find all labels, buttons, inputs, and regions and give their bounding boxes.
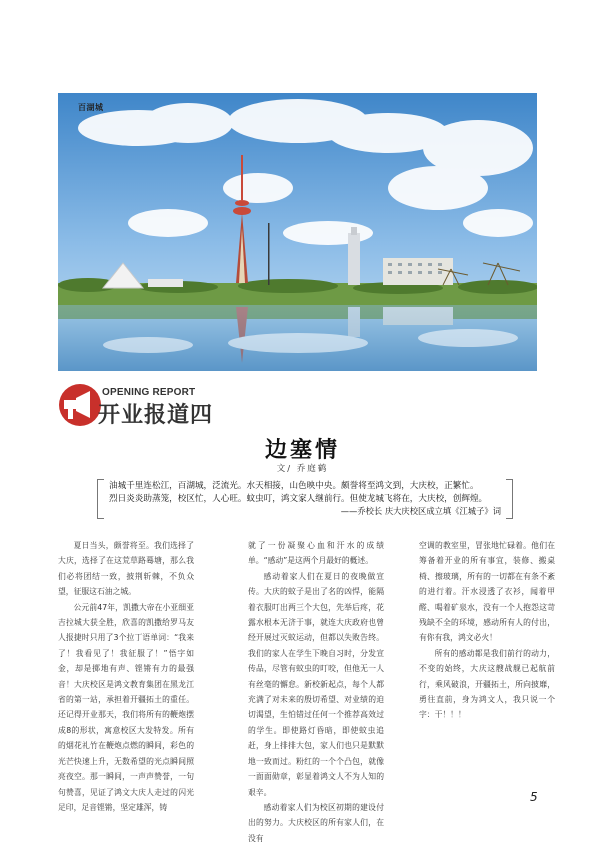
quote-bracket-left [97, 479, 104, 519]
paragraph: 感动着家人们为校区初期的建设付出的努力。大庆校区的所有家人们，在没有 [248, 802, 384, 843]
byline: 文/ 乔庭鹤 [276, 464, 329, 474]
city-lake-photo [58, 93, 537, 371]
section-kicker: OPENING REPORT [102, 387, 196, 398]
paragraph: 夏日当头，颇誉将至。我们选择了大庆，选择了在这荒草路蓦塘，那么我们必将团结一致，披荆斩棘，不负众望，征服这石油之城。 [58, 541, 194, 597]
cover-photo [58, 93, 537, 371]
body-column-1 [58, 538, 194, 815]
paragraph: 感动着家人们在夏日的夜晚做宣传。大庆的蚊子是出了名的凶悍，能隔着衣服叮出两三个大包，先举后疼，花露水根本无济于事，就连大庆政府也曾经开展过灭蚊运动，但都以失败告终。我们的家人在学生下晚自习时，分发宣传品，尽管有蚊虫的叮咬，但他无一人有丝毫的懈怠。新校新起点，每个人都充满了对未来的殷切希望、对业绩的迫切渴望，生怕错过任何一个推荐高效过的学生。即使路灯昏暗，即使蚊虫追赶，身上排排大包，家人们也只是默默地一致而过。粉红的一个个凸包，就像一面面勋章，彰显着鸿文人不为人知的艰辛。 [248, 571, 384, 797]
paragraph: 公元前47年，凯撒大帝在小亚细亚吉拉城大获全胜，欣喜的凯撒给罗马友人报捷时只用了3个拉丁语单词：“我来了！我看见了！我征服了！”悟字如金，却是掷地有声、铿锵有力的最强音！大庆校区是鸿文教育集团在黑龙江省的第一站，承担着开疆拓土的重任。还记得开业那天，我们将所有的鞭炮摆成8的形状，寓意校区大发特发。所有的烟花礼竹在鞭炮点燃的瞬间，彩色的光芒快速上升，无数希望的光点瞬间照亮夜空。那一瞬间，一声声赞誉，一句句赞喜，见证了鸿文大庆人走过的闪光足印，足音铿锵，坚定雄浑，铸 [58, 602, 194, 812]
section-title: 开业报道四 [98, 402, 214, 428]
photo-caption: 百湖城 [78, 102, 104, 112]
quote-line-1: 油城千里连松江，百湖城，泛流光。水天相接，山色映中央。颇誉将至鸿文到，大庆校，正繁忙。 [109, 481, 479, 491]
page-number: 5 [530, 790, 538, 804]
quote-line-2: 烈日炎炎助蒸笼，校区忙，人心旺。蚊虫叮，鸿文家人继前行。但使龙城飞将在，大庆校，创辉煌。 [109, 494, 488, 504]
section-header [58, 383, 308, 433]
poem-quote-box [97, 476, 513, 520]
paragraph: 空调的教室里，冒张地忙碌着。他们在筹备着开业的所有事宜，装修、搬桌椅、擦玻璃，所有的一切都在有条不紊的进行着。汗水浸透了衣衫，闻着甲醛、喝着矿泉水，没有一个人抱怨这苛残缺不全的环境，感动所有人的付出，有你有我，鸿文必火！ [419, 541, 555, 643]
paragraph: 所有的感动都是我们前行的动力，不变的始终，大庆这艘战舰已起航前行，乘风破浪，开疆拓土，所向披靡，勇往直前，身为鸿文人，我只说一个字：干！！！ [419, 648, 555, 720]
quote-attribution: ——乔校长 庆大庆校区成立填《江城子》词 [340, 506, 501, 516]
body-column-3 [419, 538, 555, 723]
body-column-2 [248, 538, 384, 846]
article-title: 边塞情 [264, 438, 340, 463]
paragraph: 就了一份凝聚心血和汗水的成绩单。“感动”是这两个月最好的概述。 [248, 541, 384, 566]
quote-bracket-right [506, 479, 513, 519]
